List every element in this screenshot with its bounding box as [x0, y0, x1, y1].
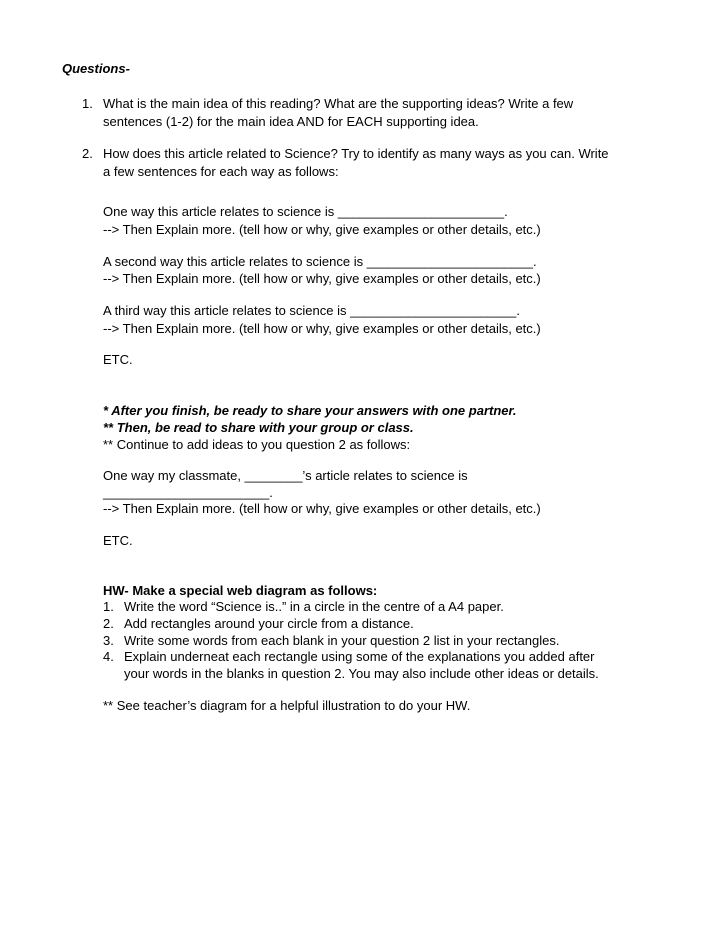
hw-step-2-number: 2. — [103, 616, 114, 631]
hw-step-3-text: Write some words from each blank in your question 2 list in your rectangles. — [124, 633, 560, 648]
classmate-explain: --> Then Explain more. (tell how or why, give examples or other details, etc.) — [103, 501, 541, 516]
question-2-number: 2. — [82, 146, 93, 161]
question-2-text: How does this article related to Science? Try to identify as many ways as you can. Write a few sentences for each way as follows: — [103, 146, 609, 179]
hw-step-2-text: Add rectangles around your circle from a distance. — [124, 616, 414, 631]
hw-step-4-number: 4. — [103, 649, 114, 664]
hw-step-4-text: Explain underneat each rectangle using some of the explanations you added after your words in the blanks in question 2. You may also include other ideas or details. — [124, 649, 599, 681]
continue-note: ** Continue to add ideas to you question 2 as follows: — [103, 437, 411, 452]
question-1-number: 1. — [82, 96, 93, 111]
hw-title: HW- Make a special web diagram as follows: — [103, 583, 378, 598]
etc-2: ETC. — [103, 533, 133, 548]
way-1-explain: --> Then Explain more. (tell how or why, give examples or other details, etc.) — [103, 222, 541, 237]
way-2-line: A second way this article relates to science is _______________________. — [103, 254, 537, 269]
way-1-line: One way this article relates to science is _______________________. — [103, 204, 508, 219]
question-1-text: What is the main idea of this reading? What are the supporting ideas? Write a few sentences (1-2) for the main idea AND for EACH supporting idea. — [103, 96, 574, 129]
questions-heading: Questions- — [62, 61, 130, 76]
way-3-line: A third way this article relates to science is _______________________. — [103, 303, 521, 318]
then-share-note: ** Then, be read to share with your group or class. — [103, 420, 414, 435]
hw-step-1-text: Write the word “Science is..” in a circle in the centre of a A4 paper. — [124, 599, 504, 614]
way-2-explain: --> Then Explain more. (tell how or why, give examples or other details, etc.) — [103, 271, 541, 286]
classmate-line: One way my classmate, ________’s article relates to science is — [103, 468, 468, 483]
classmate-blank: _______________________. — [103, 485, 273, 500]
after-finish-note: * After you finish, be ready to share your answers with one partner. — [103, 403, 517, 418]
etc-1: ETC. — [103, 352, 133, 367]
hw-step-3-number: 3. — [103, 633, 114, 648]
hw-note: ** See teacher’s diagram for a helpful illustration to do your HW. — [103, 698, 471, 713]
hw-step-1-number: 1. — [103, 599, 114, 614]
way-3-explain: --> Then Explain more. (tell how or why, give examples or other details, etc.) — [103, 321, 541, 336]
